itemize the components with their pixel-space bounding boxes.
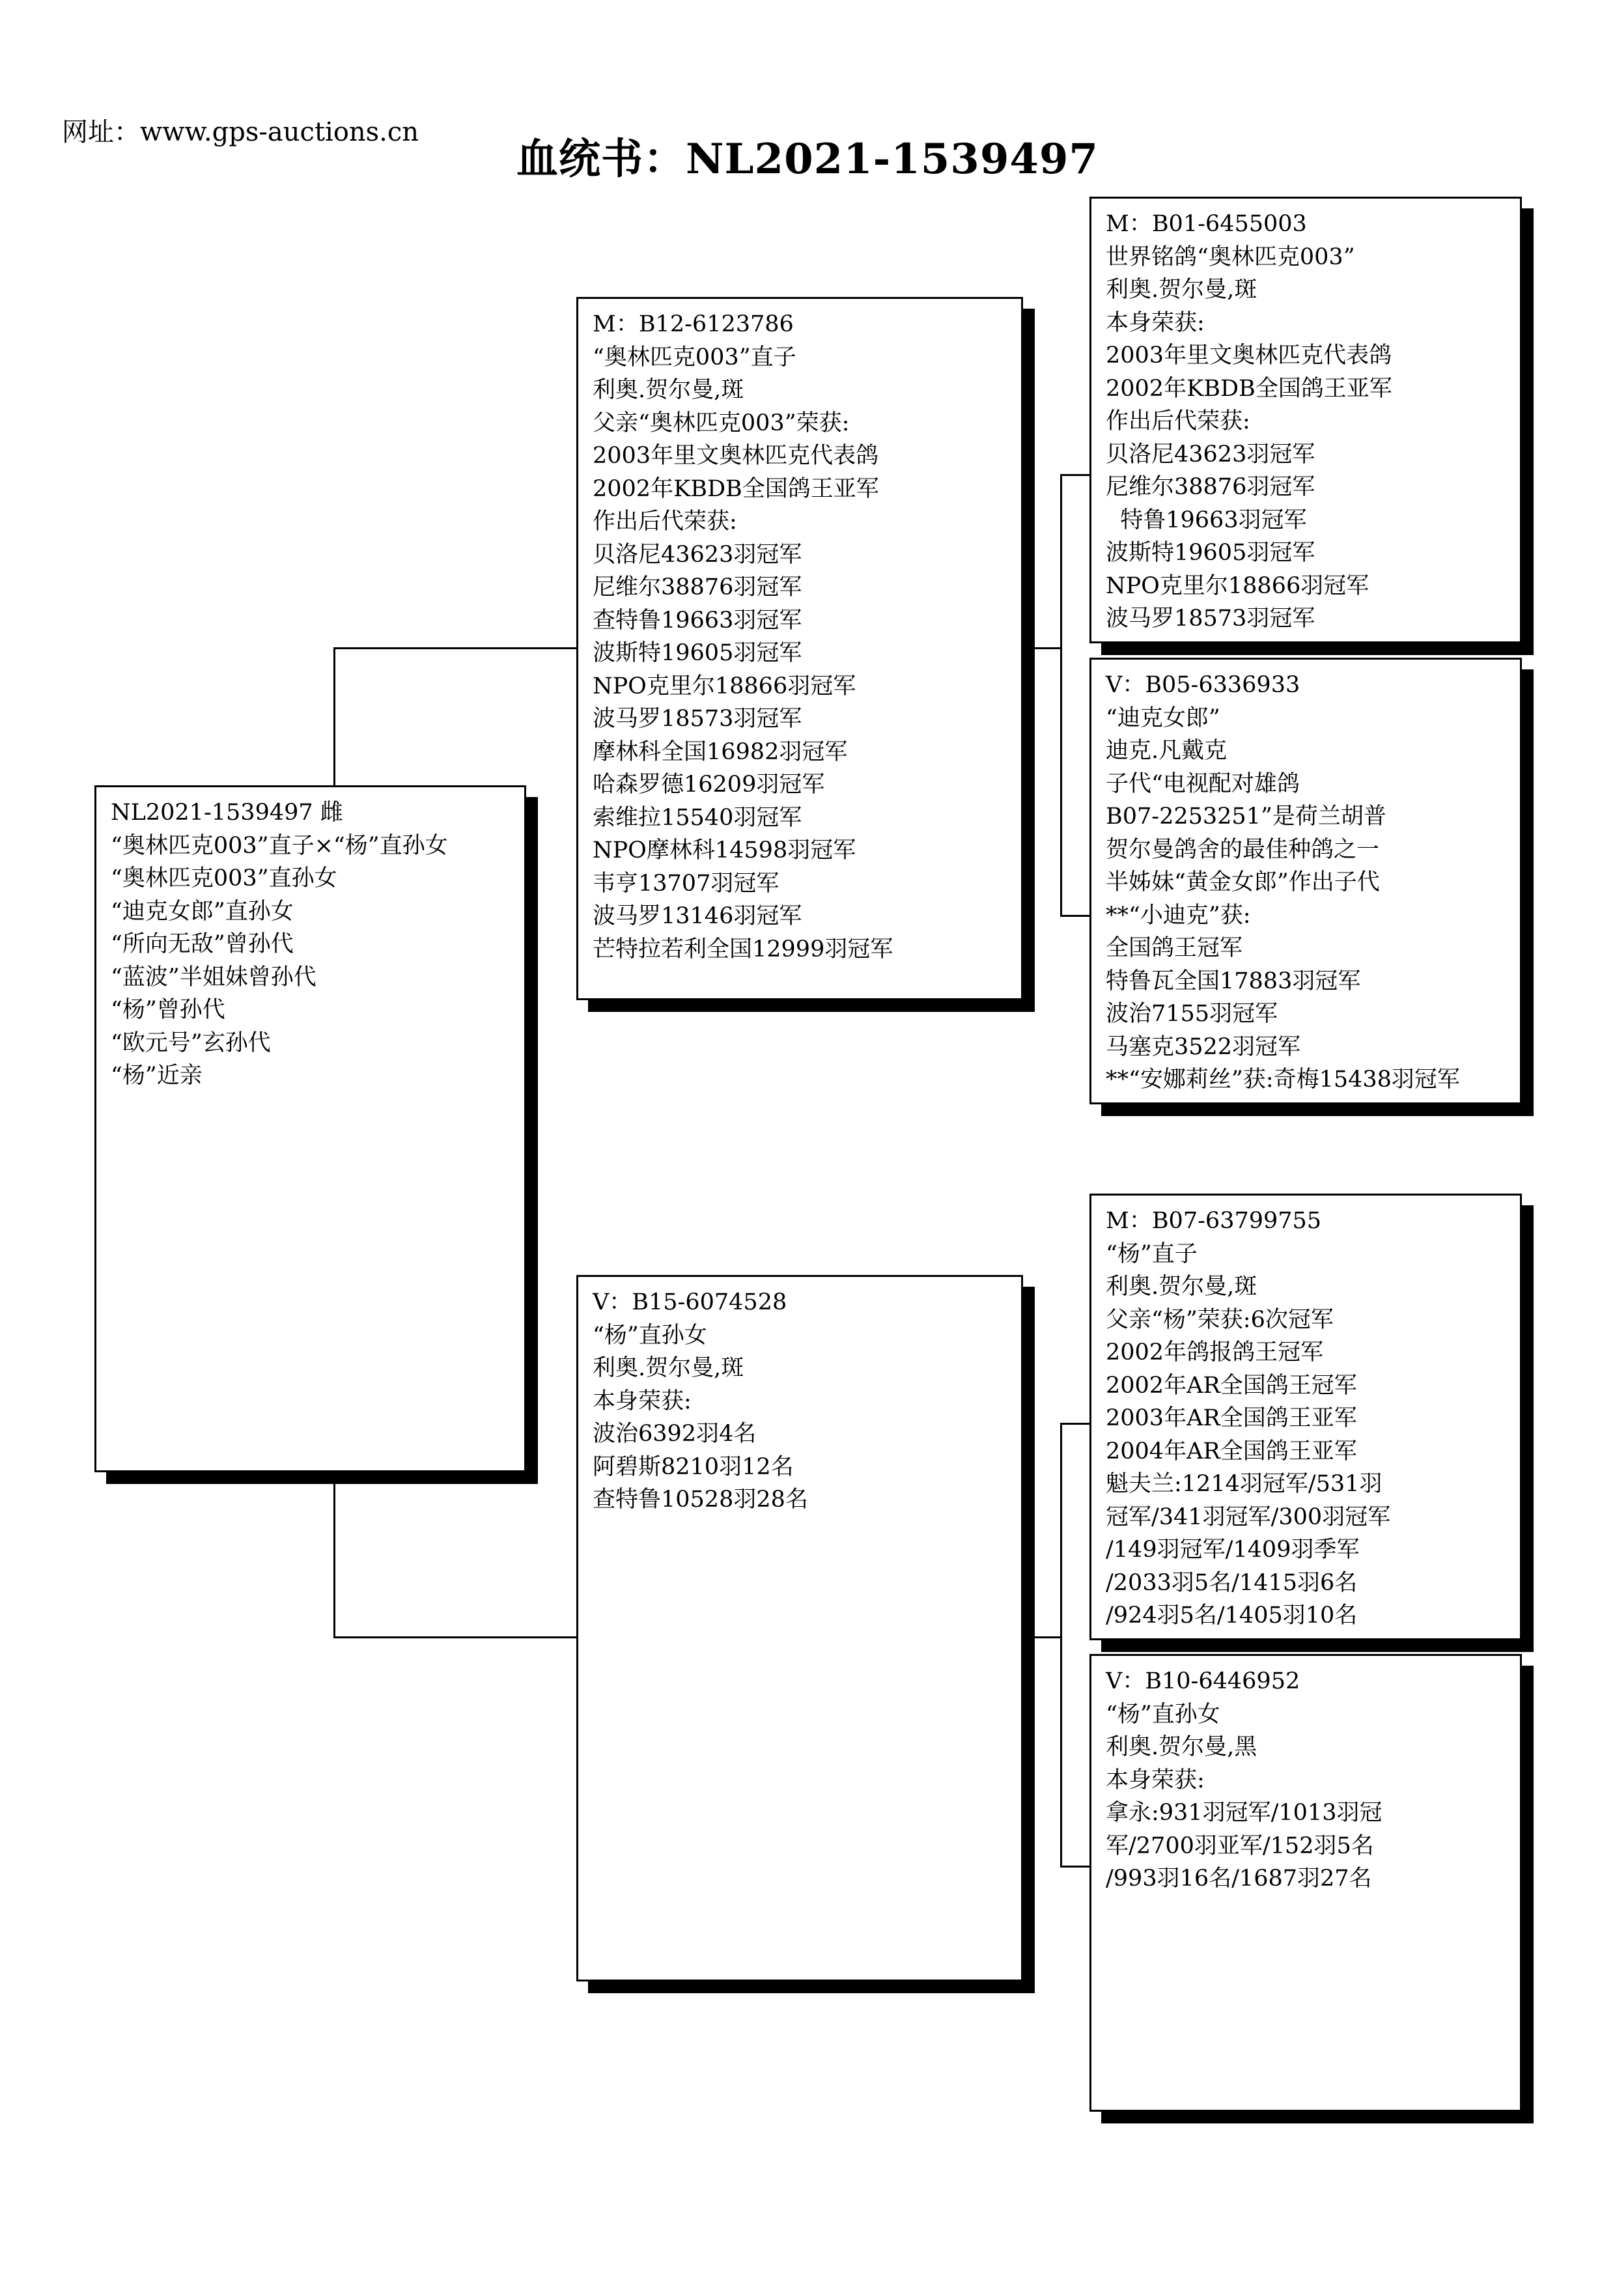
subject-line: “杨”曾孙代	[111, 997, 225, 1023]
subject-line: “迪克女郎”直孙女	[111, 898, 294, 925]
dam-dam-line: 利奥.贺尔曼,黑	[1106, 1734, 1257, 1760]
connector-subject-to-dam	[333, 1636, 578, 1638]
sire-dam-line: 迪克.凡戴克	[1106, 738, 1228, 764]
dam-sire-line: 2002年AR全国鸽王冠军	[1106, 1372, 1357, 1399]
dam-dam-line: 本身荣获:	[1106, 1767, 1205, 1793]
sire-sire-line: 世界铭鸽“奥林匹克003”	[1106, 244, 1355, 270]
sire-dam-line: 贺尔曼鸽舍的最佳种鸽之一	[1106, 836, 1380, 863]
dam-sire-line: /2033羽5名/1415羽6名	[1106, 1569, 1358, 1596]
sire-dam-line: “迪克女郎”	[1106, 705, 1220, 731]
connector-to-dam-sire	[1060, 1423, 1091, 1425]
sire-sire-box	[1089, 197, 1522, 643]
dam-sire-line: 父亲“杨”荣获:6次冠军	[1106, 1306, 1334, 1333]
connector-dam-vertical	[1060, 1423, 1062, 1868]
sire-line: 作出后代荣获:	[593, 509, 737, 535]
dam-sire-line: 利奥.贺尔曼,斑	[1106, 1274, 1257, 1300]
dam-dam-line: /993羽16名/1687羽27名	[1106, 1866, 1372, 1892]
subject-line: “杨”近亲	[111, 1063, 203, 1089]
sire-line: 哈森罗德16209羽冠军	[593, 772, 825, 798]
sire-dam-line: 特鲁瓦全国17883羽冠军	[1106, 968, 1361, 994]
sire-sire-line: 作出后代荣获:	[1106, 408, 1250, 434]
sire-line: 2003年里文奥林匹克代表鸽	[593, 443, 879, 469]
dam-line: 波治6392羽4名	[593, 1421, 757, 1447]
dam-line: 利奥.贺尔曼,斑	[593, 1355, 744, 1381]
connector-subject-to-sire	[333, 647, 578, 649]
connector-to-dam-dam	[1060, 1866, 1091, 1868]
sire-line: 波斯特19605羽冠军	[593, 640, 802, 666]
connector-to-sire-sire	[1060, 474, 1091, 476]
sire-dam-line: B07-2253251”是荷兰胡普	[1106, 804, 1386, 830]
dam-sire-box	[1089, 1194, 1522, 1640]
sire-line: 波马罗18573羽冠军	[593, 706, 802, 732]
dam-box	[576, 1275, 1023, 1981]
sire-dam-line: **“小迪克”获:	[1106, 902, 1251, 929]
subject-line: “欧元号”玄孙代	[111, 1029, 271, 1056]
dam-sire-line: 2002年鸽报鸽王冠军	[1106, 1339, 1324, 1365]
dam-sire-line: /149羽冠军/1409羽季军	[1106, 1537, 1360, 1563]
sire-line: 2002年KBDB全国鸽王亚军	[593, 475, 879, 502]
sire-dam-line: 波治7155羽冠军	[1106, 1001, 1278, 1027]
sire-line: “奥林匹克003”直子	[593, 344, 796, 371]
dam-dam-line: 军/2700羽亚军/152羽5名	[1106, 1832, 1374, 1859]
sire-sire-line: 2002年KBDB全国鸽王亚军	[1106, 375, 1392, 402]
dam-line: 查特鲁10528羽28名	[593, 1487, 808, 1513]
dam-sire-line: M：B07-63799755	[1106, 1208, 1322, 1234]
dam-line: 本身荣获:	[593, 1388, 692, 1414]
connector-dam-out	[1021, 1636, 1062, 1638]
dam-dam-line: V：B10-6446952	[1106, 1668, 1300, 1694]
sire-line: NPO克里尔18866羽冠军	[593, 673, 856, 699]
subject-line: “奥林匹克003”直孙女	[111, 865, 337, 891]
sire-dam-line: 子代“电视配对雄鸽	[1106, 770, 1300, 797]
sire-sire-line: 贝洛尼43623羽冠军	[1106, 441, 1315, 468]
dam-sire-line: 2004年AR全国鸽王亚军	[1106, 1438, 1357, 1464]
dam-dam-box	[1089, 1654, 1522, 2112]
dam-sire-line: 2003年AR全国鸽王亚军	[1106, 1405, 1357, 1431]
sire-line: M：B12-6123786	[593, 311, 794, 337]
sire-dam-box	[1089, 658, 1522, 1104]
sire-line: 波马罗13146羽冠军	[593, 903, 802, 929]
sire-sire-line: 波斯特19605羽冠军	[1106, 540, 1315, 566]
dam-line: V：B15-6074528	[593, 1289, 787, 1315]
dam-line: “杨”直孙女	[593, 1322, 707, 1349]
subject-line: NL2021-1539497 雌	[111, 800, 343, 826]
sire-line: 尼维尔38876羽冠军	[593, 574, 802, 600]
connector-sire-vertical	[1060, 474, 1062, 917]
page-title: 血统书：NL2021-1539497	[516, 135, 1099, 184]
sire-sire-line: 2003年里文奥林匹克代表鸽	[1106, 343, 1392, 369]
dam-sire-line: 魁夫兰:1214羽冠军/531羽	[1106, 1471, 1383, 1497]
sire-dam-line: V：B05-6336933	[1106, 672, 1300, 698]
sire-sire-line: M：B01-6455003	[1106, 211, 1307, 237]
sire-line: 索维拉15540羽冠军	[593, 804, 802, 831]
website-url: 网址：www.gps-auctions.cn	[62, 117, 419, 147]
subject-line: “所向无敌”曾孙代	[111, 931, 294, 957]
subject-line: “蓝波”半姐妹曾孙代	[111, 964, 316, 990]
sire-sire-line: 利奥.贺尔曼,斑	[1106, 277, 1257, 303]
sire-line: NPO摩林科14598羽冠军	[593, 837, 856, 863]
sire-line: 查特鲁19663羽冠军	[593, 607, 802, 634]
sire-dam-line: 全国鸽王冠军	[1106, 935, 1243, 961]
sire-sire-line: 波马罗18573羽冠军	[1106, 606, 1315, 632]
connector-to-sire-dam	[1060, 915, 1091, 917]
sire-dam-line: 半姊妹“黄金女郎”作出子代	[1106, 869, 1380, 895]
sire-sire-line: 本身荣获:	[1106, 309, 1205, 336]
dam-dam-line: “杨”直孙女	[1106, 1701, 1220, 1728]
sire-line: 利奥.贺尔曼,斑	[593, 377, 744, 403]
sire-sire-line: 特鲁19663羽冠军	[1106, 507, 1307, 533]
connector-sire-out	[1021, 647, 1062, 649]
sire-box	[576, 297, 1023, 1000]
dam-sire-line: /924羽5名/1405羽10名	[1106, 1603, 1358, 1629]
sire-line: 父亲“奥林匹克003”荣获:	[593, 410, 850, 436]
dam-dam-line: 拿永:931羽冠军/1013羽冠	[1106, 1800, 1383, 1826]
sire-sire-line: 尼维尔38876羽冠军	[1106, 474, 1315, 500]
dam-sire-line: “杨”直子	[1106, 1240, 1198, 1267]
sire-sire-line: NPO克里尔18866羽冠军	[1106, 572, 1369, 599]
sire-line: 韦亨13707羽冠军	[593, 870, 779, 897]
subject-box	[94, 785, 526, 1472]
sire-line: 贝洛尼43623羽冠军	[593, 541, 802, 568]
sire-line: 芒特拉若利全国12999羽冠军	[593, 936, 893, 962]
sire-dam-line: **“安娜莉丝”获:奇梅15438羽冠军	[1106, 1067, 1460, 1093]
sire-dam-line: 马塞克3522羽冠军	[1106, 1033, 1301, 1060]
dam-line: 阿碧斯8210羽12名	[593, 1453, 794, 1480]
sire-line: 摩林科全国16982羽冠军	[593, 738, 848, 765]
subject-line: “奥林匹克003”直子×“杨”直孙女	[111, 832, 448, 859]
dam-sire-line: 冠军/341羽冠军/300羽冠军	[1106, 1504, 1391, 1530]
